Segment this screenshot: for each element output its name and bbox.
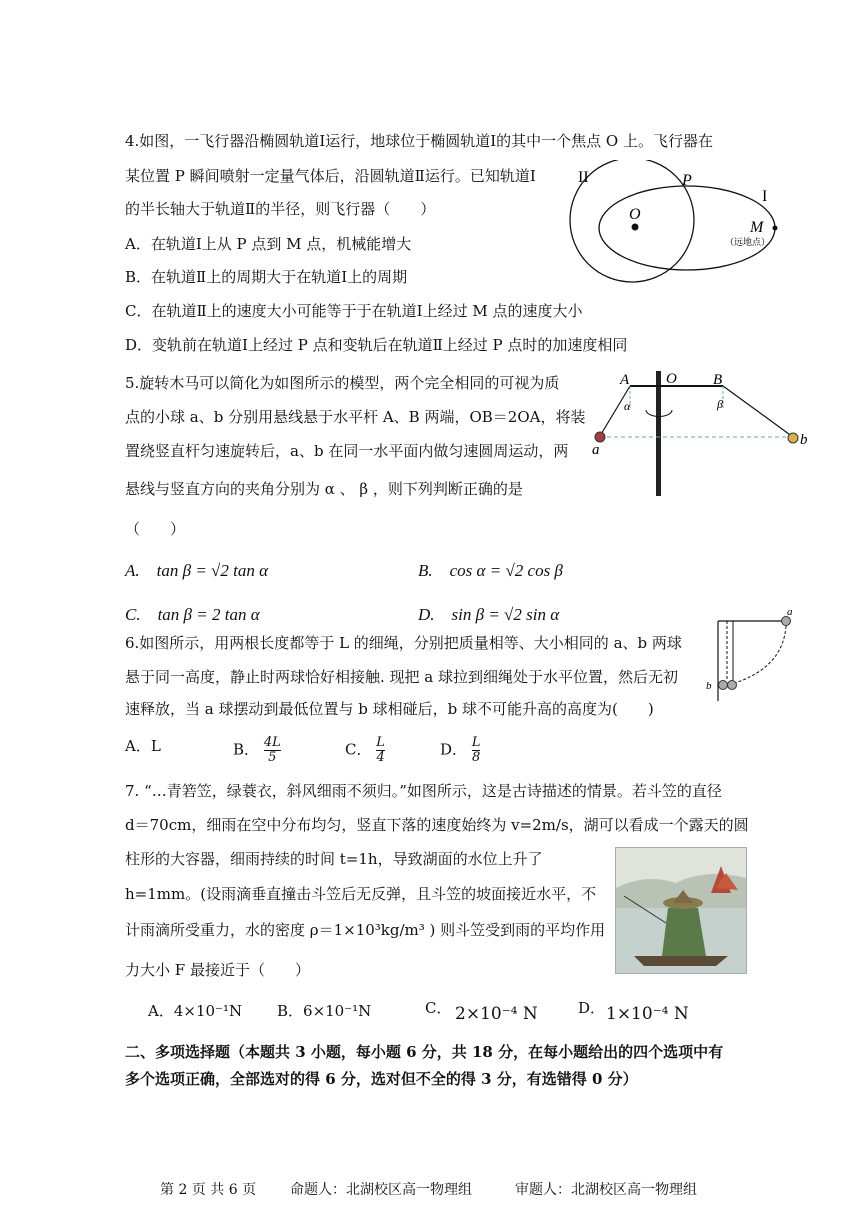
footer-author: 命题人：北湖校区高一物理组	[290, 1182, 472, 1198]
q4-option-a: A．在轨道Ⅰ上从 P 点到 M 点，机械能增大	[125, 235, 412, 253]
earth-point	[632, 224, 639, 231]
q6-stem-line-1: 6.如图所示，用两根长度都等于 L 的细绳，分别把质量相等、大小相同的 a、b 两球	[125, 634, 682, 652]
footer-reviewer: 审题人：北湖校区高一物理组	[515, 1182, 697, 1198]
q7-option-b: B．6×10⁻¹N	[277, 1002, 372, 1020]
swing-path	[732, 626, 786, 684]
q5-stem-line-3: 置绕竖直杆匀速旋转后，a、b 在同一水平面内做匀速圆周运动，两	[125, 442, 569, 460]
string-b	[723, 386, 793, 437]
q5-option-c: C. tan β = 2 tan α	[125, 605, 260, 624]
q7-option-d: 1×10⁻⁴ N	[606, 1004, 689, 1024]
label-orbit-i: I	[762, 188, 768, 205]
q5-stem-line-1: 5.旋转木马可以简化为如图所示的模型，两个完全相同的可视为质	[125, 374, 560, 392]
q4-orbit-figure	[565, 160, 795, 290]
q7-stem-line-1: 7. “…青箬笠，绿蓑衣，斜风细雨不须归。”如图所示，这是古诗描述的情景。若斗笠的直径	[125, 782, 722, 800]
q4-stem-line-1: 4.如图，一飞行器沿椭圆轨道Ⅰ运行，地球位于椭圆轨道Ⅰ的其中一个焦点 O 上。飞行器在	[125, 132, 713, 150]
q5-option-a: A. tan β = √2 tan α	[125, 561, 269, 580]
label-ball-a: a	[592, 442, 600, 458]
q6-pendulum-figure	[700, 606, 805, 701]
section-2-heading-line-1: 二、多项选择题（本题共 3 小题，每小题 6 分，共 18 分，在每小题给出的四个选项中有	[125, 1043, 724, 1061]
q7-stem-line-3: 柱形的大容器，细雨持续的时间 t=1h，导致湖面的水位上升了	[125, 850, 543, 868]
q6-stem-line-3: 速释放，当 a 球摆动到最低位置与 b 球相碰后，b 球不可能升高的高度为( )	[125, 700, 654, 718]
label-far-point: （远地点）	[725, 237, 771, 247]
q6-option-b: B． $\frac{4L}{5}$	[233, 735, 281, 765]
ball-b	[728, 681, 737, 690]
vertical-rod	[656, 371, 661, 496]
label-m: M	[750, 219, 764, 236]
label-ball-b: b	[800, 432, 808, 448]
label-orbit-ii: II	[578, 169, 589, 186]
q5-answer-blank: （ ）	[125, 520, 186, 538]
label-p: P	[682, 172, 692, 189]
q7-stem-line-6: 力大小 F 最接近于（ ）	[125, 961, 310, 979]
orbit-i-ellipse	[599, 186, 775, 270]
q6-stem-line-2: 悬于同一高度，静止时两球恰好相接触. 现把 a 球拉到细绳处于水平位置，然后无初	[125, 668, 679, 686]
q4-option-d: D．变轨前在轨道Ⅰ上经过 P 点和变轨后在轨道Ⅱ上经过 P 点时的加速度相同	[125, 336, 628, 354]
label-alpha: α	[624, 399, 631, 413]
label-beta: β	[717, 397, 723, 411]
q6-option-d: D． $\frac{L}{8}$	[440, 735, 481, 765]
q7-option-c-label: C．	[425, 999, 452, 1017]
q4-stem-line-2: 某位置 P 瞬间喷射一定量气体后，沿圆轨道Ⅱ运行。已知轨道Ⅰ	[125, 167, 536, 185]
q6-option-a: A．L	[125, 737, 161, 755]
label-a: a	[787, 606, 793, 618]
q7-option-a: A．4×10⁻¹N	[148, 1002, 243, 1020]
label-b: b	[706, 680, 712, 692]
q6-option-c: C． $\frac{L}{4}$	[345, 735, 385, 765]
q7-option-d-label: D．	[578, 999, 606, 1017]
label-a-end: A	[620, 372, 630, 388]
q7-stem-line-4: h=1mm。(设雨滴垂直撞击斗笠后无反弹，且斗笠的坡面接近水平，不	[125, 885, 597, 903]
q4-option-c: C．在轨道Ⅱ上的速度大小可能等于于在轨道Ⅰ上经过 M 点的速度大小	[125, 302, 583, 320]
q5-option-b: B. cos α = √2 cos β	[418, 561, 563, 580]
ball-a	[595, 432, 605, 442]
label-o-point: O	[666, 371, 677, 387]
section-2-heading-line-2: 多个选项正确，全部选对的得 6 分，选对但不全的得 3 分，有选错得 0 分）	[125, 1070, 638, 1088]
ball-b	[788, 433, 798, 443]
q4-stem-line-3: 的半长轴大于轨道Ⅱ的半径，则飞行器（ ）	[125, 200, 436, 218]
q7-stem-line-2: d＝70cm，细雨在空中分布均匀，竖直下落的速度始终为 v=2m/s，湖可以看成一个露天的圆	[125, 816, 749, 834]
q4-option-b: B．在轨道Ⅱ上的周期大于在轨道Ⅰ上的周期	[125, 268, 408, 286]
q5-carousel-figure	[588, 368, 813, 500]
q5-stem-line-2: 点的小球 a、b 分别用悬线悬于水平杆 A、B 两端，OB＝2OA，将装	[125, 408, 586, 426]
footer-page-number: 第 2 页 共 6 页	[160, 1182, 257, 1198]
q7-stem-line-5: 计雨滴所受重力，水的密度 ρ＝1×10³kg/m³ ) 则斗笠受到雨的平均作用	[125, 921, 606, 939]
q5-stem-line-4: 悬线与竖直方向的夹角分别为 α 、 β ，则下列判断正确的是	[125, 480, 523, 498]
label-o: O	[629, 206, 641, 223]
q5-option-d: D. sin β = √2 sin α	[418, 605, 560, 624]
q7-option-c: 2×10⁻⁴ N	[455, 1004, 538, 1024]
label-b-end: B	[713, 372, 723, 388]
point-m	[773, 226, 778, 231]
fisherman-illustration	[615, 847, 747, 974]
